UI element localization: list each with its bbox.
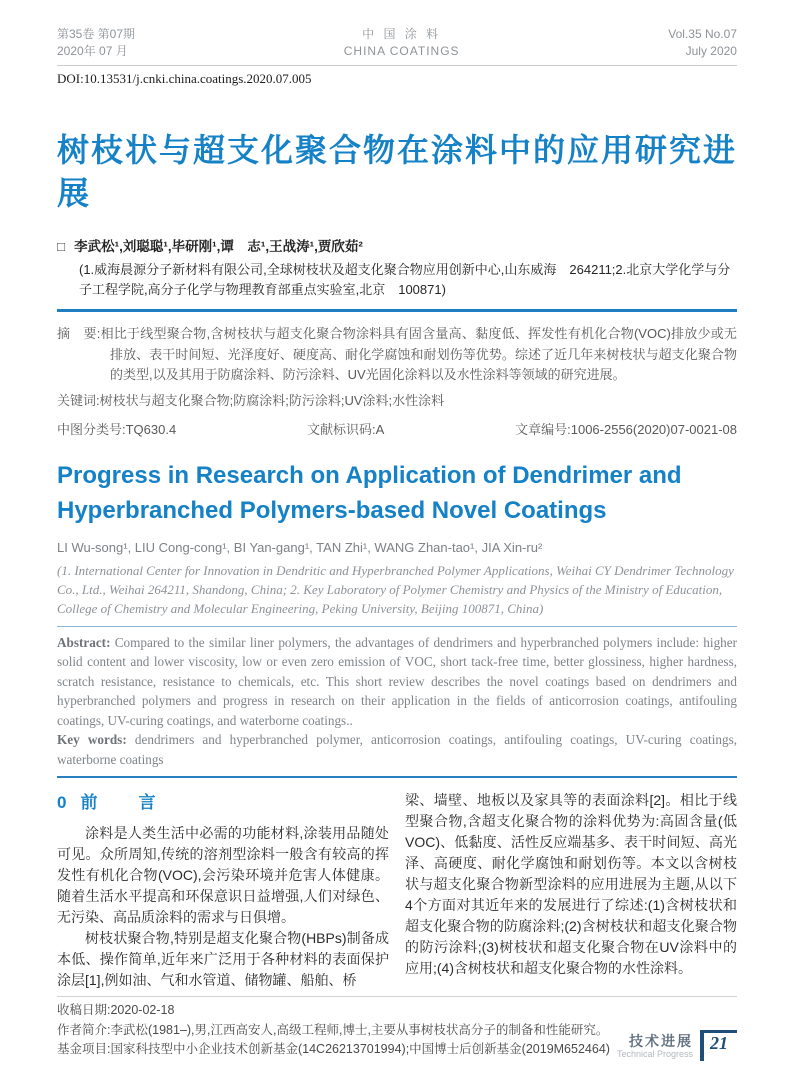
- footnote-funding: 基金项目:国家科技型中小企业技术创新基金(14C26213701994);中国博士后创新基金(2019M652464): [57, 1042, 610, 1056]
- abstract-cn-label: 摘 要:: [57, 326, 101, 341]
- abstract-en-text: Compared to the similar liner polymers, the advantages of dendrimers and hyperbranched polymers include: higher solid content and lower viscosity, low or even zero emission of VOC, short tack-free time, better glossiness, higher hardness, scratch resistance, resistance to chemicals, etc. This short review describes the novel coatings based on dendrimers and hyperbranched polymers and progress in research on their application in the fields of anticorrosion coatings, antifouling coatings, UV-curing coatings, and waterborne coatings..: [57, 634, 737, 728]
- author-marker-square: □: [57, 239, 66, 254]
- footer-section-labels: [617, 1030, 693, 1060]
- affiliation-en: (1. International Center for Innovation in Dendritic and Hyperbranched Polymer Applications, Weihai CY Dendrimer Technology Co., Ltd., Weihai 264211, Shandong, China; 2. Key Laboratory of Polymer Chemistry and Physics of the Ministry of Education, College of Chemistry and Molecular Engineering, Peking University, Beijing 100871, China): [57, 562, 734, 616]
- footnote-divider: [57, 996, 737, 997]
- keywords-cn-label: 关键词:: [57, 392, 100, 408]
- keywords-en: [57, 730, 737, 769]
- footnote-received-date: 收稿日期:2020-02-18: [57, 1003, 175, 1017]
- abstract-en-label: Abstract:: [57, 634, 111, 650]
- journal-name-cn: 中 国 涂 料: [362, 27, 442, 41]
- volume-issue-cn: 第35卷 第07期: [57, 27, 136, 41]
- classification-row: [57, 419, 737, 438]
- date-en: July 2020: [685, 44, 737, 58]
- footer-section-cn: 技术进展: [629, 1033, 693, 1049]
- doi-line: DOI:10.13531/j.cnki.china.coatings.2020.07.005: [57, 71, 312, 86]
- body-paragraph: 梁、墙壁、地板以及家具等的表面涂料[2]。相比于线型聚合物,含超支化聚合物的涂料优势为:高固含量(低VOC)、低黏度、活性反应端基多、表干时间短、高光泽、高硬度、耐化学腐蚀和耐划伤等。本文以含树枝状与超支化聚合物新型涂料的应用进展为主题,从以下4个方面对其近年来的发展进行了综述:(1)含树枝状和超支化聚合物的防腐涂料;(2)含树枝状和超支化聚合物的防污涂料;(3)树枝状和超支化聚合物在UV涂料中的应用;(4)含树枝状和超支化聚合物的水性涂料。: [405, 792, 737, 976]
- header-divider: [57, 65, 737, 66]
- section-number: 0: [57, 793, 67, 812]
- keywords-en-text: dendrimers and hyperbranched polymer, anticorrosion coatings, antifouling coatings, UV-curing coatings, waterborne coatings: [57, 732, 738, 767]
- footer-section-en: Technical Progress: [616, 1049, 693, 1059]
- page-number: 21: [710, 1033, 728, 1053]
- blue-divider-thick: [57, 309, 737, 312]
- body-column-right: [405, 790, 737, 991]
- abstract-cn: [57, 324, 737, 386]
- keywords-en-label: Key words:: [57, 732, 127, 747]
- page-footer: [617, 1030, 737, 1061]
- body-columns: [57, 790, 737, 991]
- body-paragraph: 树枝状聚合物,特别是超支化聚合物(HBPs)制备成本低、操作简单,近年来广泛用于各种材料的表面保护涂层[1],例如油、气和水管道、储物罐、船舶、桥: [57, 930, 389, 988]
- blue-divider-mid: [57, 776, 737, 778]
- footnote-author-bio: 作者简介:李武松(1981–),男,江西高安人,高级工程师,博士,主要从事树枝状高分子的制备和性能研究。: [57, 1022, 609, 1037]
- clc-number: 中图分类号:TQ630.4: [57, 421, 177, 437]
- keywords-cn-text: 树枝状与超支化聚合物;防腐涂料;防污涂料;UV涂料;水性涂料: [99, 392, 445, 408]
- author-names-cn: 李武松¹,刘聪聪¹,毕研刚¹,谭 志¹,王战涛¹,贾欣茹²: [74, 239, 363, 254]
- masthead-volume-issue-cn: [57, 26, 135, 60]
- journal-name: [344, 26, 460, 60]
- masthead-volume-issue-en: [668, 26, 737, 60]
- journal-name-en: CHINA COATINGS: [343, 44, 460, 58]
- authors-en: LI Wu-song¹, LIU Cong-cong¹, BI Yan-gang¹, TAN Zhi¹, WANG Zhan-tao¹, JIA Xin-ru²: [57, 539, 543, 555]
- blue-divider-thin: [57, 626, 737, 627]
- abstract-en: [57, 633, 737, 731]
- body-paragraph: 涂料是人类生活中必需的功能材料,涂装用品随处可见。众所周知,传统的溶剂型涂料一般含有较高的挥发性有机化合物(VOC),会污染环境并危害人体健康。随着生活水平提高和环保意识日益增强,人们对绿色、无污染、高品质涂料的需求与日俱增。: [57, 825, 389, 925]
- masthead: [57, 26, 737, 60]
- volume-issue-en: Vol.35 No.07: [668, 27, 737, 41]
- body-column-left: [57, 790, 389, 991]
- affiliation-cn: (1.威海晨源分子新材料有限公司,全球树枝状及超支化聚合物应用创新中心,山东威海 264211;2.北京大学化学与分子工程学院,高分子化学与物理教育部重点实验室,北京 100871): [79, 262, 731, 297]
- authors-cn: [57, 235, 737, 255]
- keywords-cn: [57, 391, 737, 410]
- section-title: 前 言: [80, 793, 168, 812]
- date-cn: 2020年 07 月: [57, 44, 128, 58]
- section-heading-0: [57, 792, 389, 813]
- document-code: 文献标识码:A: [307, 421, 385, 437]
- abstract-cn-text: 相比于线型聚合物,含树枝状与超支化聚合物涂料具有固含量高、黏度低、挥发性有机化合物(VOC)排放少或无排放、表干时间短、光泽度好、硬度高、耐化学腐蚀和耐划伤等优势。综述了近几年来树枝状与超支化聚合物的类型,以及其用于防腐涂料、防污涂料、UV光固化涂料以及水性涂料等领域的研究进展。: [100, 326, 737, 382]
- article-id: 文章编号:1006-2556(2020)07-0021-08: [515, 421, 737, 437]
- article-title-en: Progress in Research on Application of Dendrimer and Hyperbranched Polymers-based Novel Coatings: [57, 461, 682, 524]
- page-number-box: [700, 1030, 737, 1061]
- article-title-cn: 树枝状与超支化聚合物在涂料中的应用研究进展: [57, 132, 738, 211]
